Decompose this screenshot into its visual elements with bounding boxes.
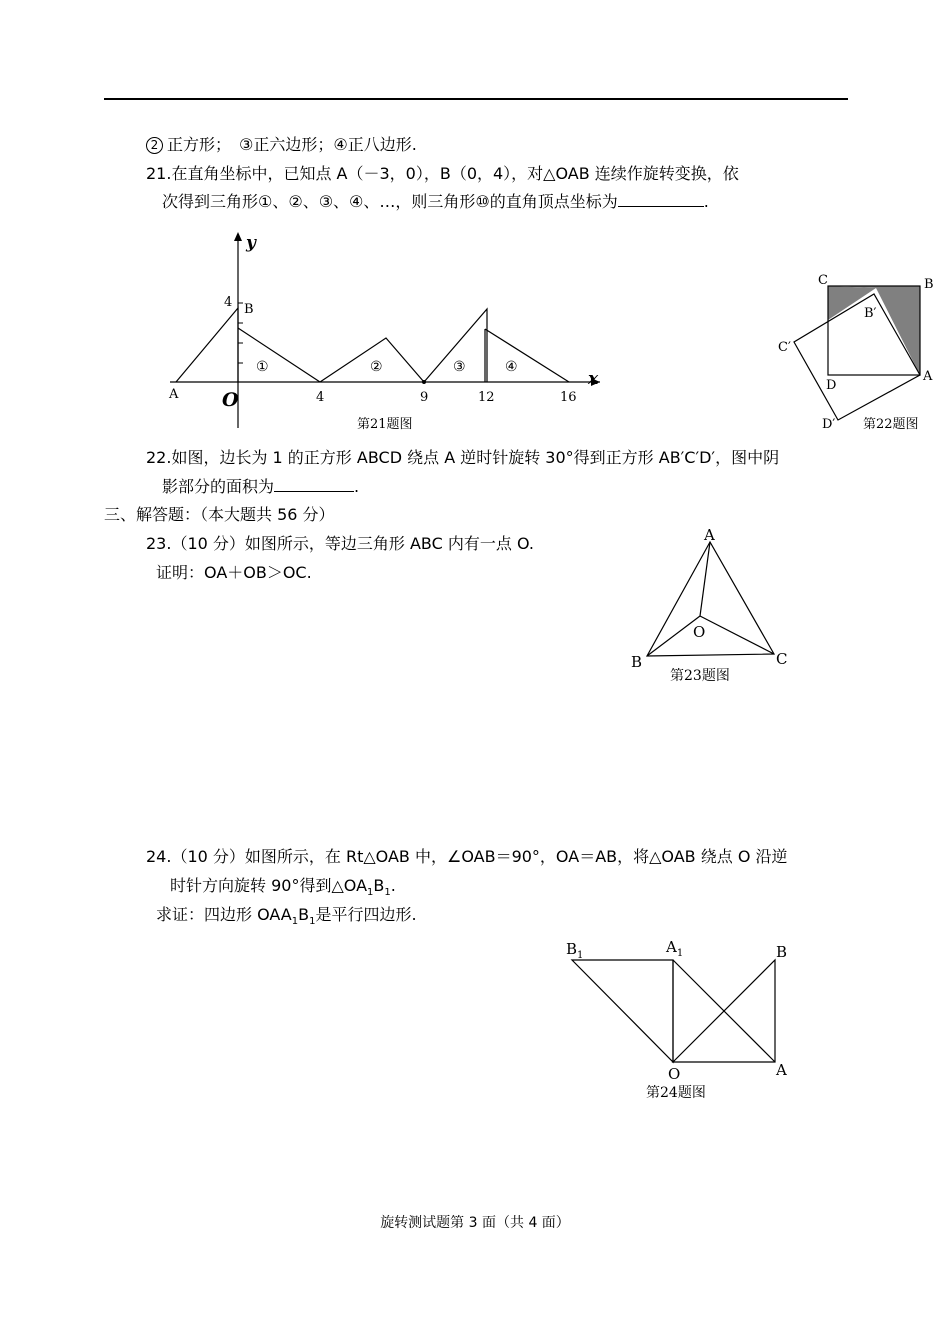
- q24-line3: [156, 901, 417, 936]
- q20-tail: [146, 131, 417, 159]
- triangle-1: [238, 328, 320, 382]
- triangle-label: ②: [370, 359, 383, 375]
- figure-23: [622, 522, 802, 692]
- q21-answer-blank[interactable]: [618, 188, 704, 207]
- q24-line2-end: .: [390, 876, 396, 895]
- label-a: A: [923, 369, 933, 384]
- q22-line2-text: 影部分的面积为: [162, 477, 275, 496]
- label-b1: $B_1$: [566, 940, 584, 961]
- triangle-abc: [647, 542, 774, 656]
- q21-line2-text: 次得到三角形①、②、③、④、…，则三角形⑩的直角顶点坐标为: [162, 192, 618, 211]
- x-tick-label: 9: [420, 390, 429, 405]
- q22-line2: [162, 473, 359, 501]
- q23-line1: 23.（10 分）如图所示，等边三角形 ABC 内有一点 O.: [146, 534, 534, 553]
- x-tick-label: 16: [560, 390, 577, 405]
- subscript: 1: [367, 887, 374, 899]
- q22-line2-end: .: [354, 477, 360, 496]
- label-b: B: [924, 277, 934, 292]
- y-tick-label: 4: [224, 295, 233, 310]
- origin-label: O: [222, 389, 239, 411]
- x-label: x: [588, 369, 599, 389]
- figure-caption: 第22题图: [863, 417, 919, 432]
- point-a-label: A: [169, 387, 179, 402]
- page-footer: 旋转测试题第 3 面（共 4 面）: [380, 1215, 570, 1231]
- triangle-label: ①: [256, 359, 269, 375]
- figure-22: [770, 266, 948, 436]
- subscript: 1: [309, 916, 316, 928]
- label-a: A: [776, 1061, 787, 1079]
- triangle-oa1b1: [572, 960, 673, 1062]
- q24-line3-pre: 求证：四边形 OAA: [156, 905, 292, 924]
- label-b: B: [776, 943, 788, 961]
- label-c: C: [776, 650, 788, 668]
- figure-caption: 第24题图: [646, 1085, 706, 1101]
- label-c-prime: C′: [778, 340, 791, 355]
- label-a: A: [704, 526, 715, 544]
- q24-line3-end: 是平行四边形.: [315, 905, 417, 924]
- q22-line1: 22.如图，边长为 1 的正方形 ABCD 绕点 A 逆时针旋转 30°得到正方形 AB′C′D′，图中阴: [146, 448, 780, 467]
- point-9: [422, 380, 426, 384]
- label-d: D: [826, 378, 837, 393]
- triangle-label: ③: [453, 359, 466, 375]
- y-arrow-icon: [234, 232, 242, 241]
- label-b-prime: B′: [864, 306, 877, 321]
- q23-line2: 证明：OA＋OB＞OC.: [156, 563, 312, 582]
- y-label: y: [246, 233, 256, 253]
- figure-caption: 第23题图: [670, 668, 730, 684]
- q21-line2-end: .: [703, 192, 709, 211]
- label-o: O: [668, 1065, 681, 1083]
- label-b: B: [631, 653, 643, 671]
- triangle-oab: [176, 308, 238, 382]
- subscript: 1: [291, 916, 299, 928]
- triangle-4-hyp: [485, 329, 569, 382]
- q22-answer-blank[interactable]: [274, 473, 354, 492]
- figure-caption: 第21题图: [357, 417, 413, 432]
- x-tick-label: 4: [316, 390, 325, 405]
- q21-line2: [162, 188, 709, 216]
- circled-mark: 2: [146, 137, 163, 154]
- label-c: C: [818, 273, 828, 288]
- q24-line2-mid: B: [373, 876, 385, 895]
- section-heading: 三、解答题：（本大题共 56 分）: [104, 505, 335, 524]
- triangle-label: ④: [505, 359, 518, 375]
- figure-21: [160, 228, 610, 433]
- x-tick-label: 12: [478, 390, 495, 405]
- figure-24: [560, 932, 800, 1104]
- point-b-label: B: [244, 302, 254, 317]
- q21-line1: 21.在直角坐标中，已知点 A（－3，0），B（0，4），对△OAB 连续作旋转变换，依: [146, 164, 739, 183]
- label-a1: $A_1$: [666, 938, 684, 959]
- label-d-prime: D′: [822, 417, 836, 432]
- q24-line1: 24.（10 分）如图所示，在 Rt△OAB 中，∠OAB＝90°，OA＝AB，将△OAB 绕点 O 沿逆: [146, 847, 788, 866]
- label-o: O: [693, 623, 706, 641]
- q20-tail-text: 正方形； ③正六边形；④正八边形.: [167, 135, 417, 154]
- q24-line3-mid: B: [298, 905, 310, 924]
- segment-oa: [700, 542, 710, 616]
- q24-line2-pre: 时针方向旋转 90°得到△OA: [170, 876, 368, 895]
- header-rule: [104, 98, 848, 100]
- subscript: 1: [384, 887, 391, 899]
